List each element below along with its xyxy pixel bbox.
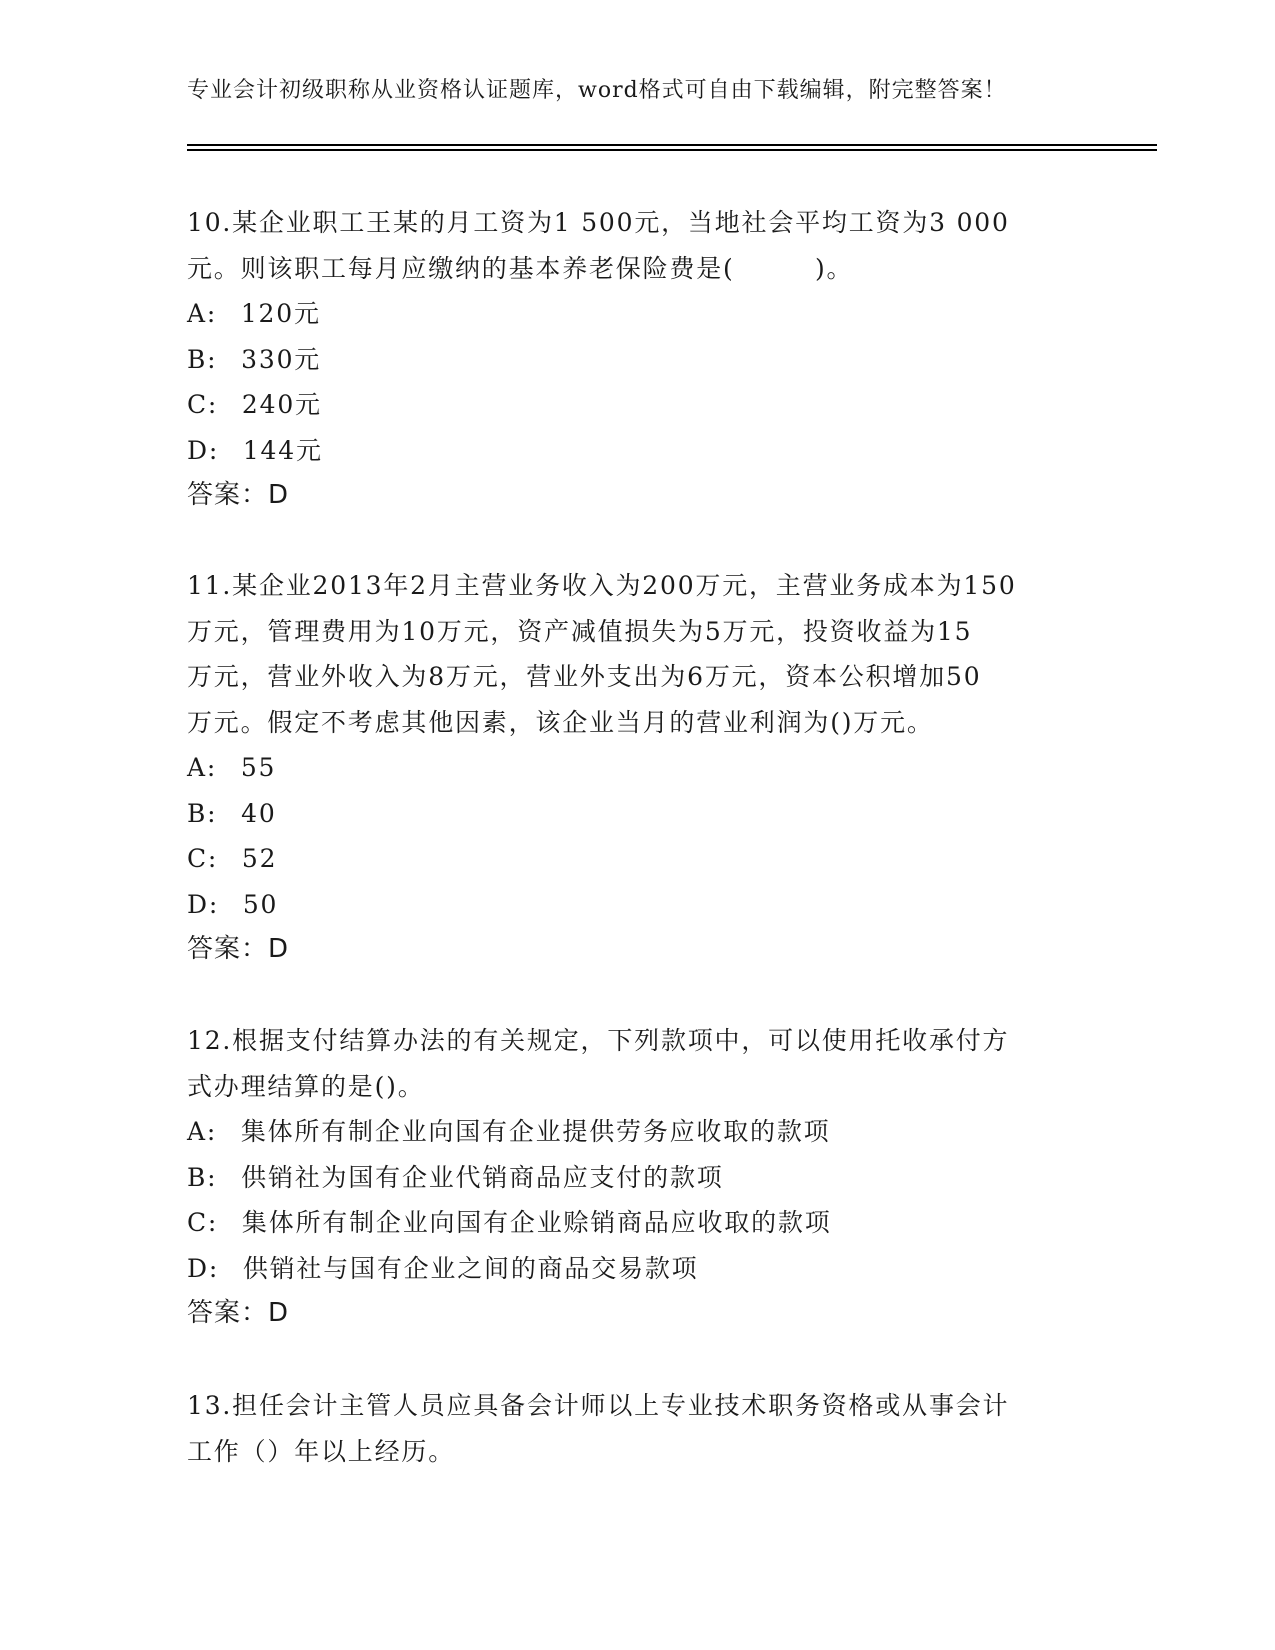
option-a <box>187 745 1087 791</box>
option-label: B: <box>187 798 218 828</box>
option-b <box>187 1155 1087 1201</box>
option-a <box>187 291 1087 337</box>
option-label: B: <box>187 1162 218 1192</box>
option-c <box>187 382 1087 428</box>
option-a <box>187 1109 1087 1155</box>
option-d <box>187 882 1087 928</box>
option-label: C: <box>187 390 219 419</box>
option-text: 55 <box>240 753 277 782</box>
stem-line: 万元，管理费用为10万元，资产减值损失为5万元，投资收益为15 <box>187 616 973 646</box>
option-c <box>187 836 1087 882</box>
stem-line: 12.根据支付结算办法的有关规定，下列款项中，可以使用托收承付方 <box>187 1026 1010 1055</box>
option-c <box>187 1200 1087 1246</box>
option-text: 供销社为国有企业代销商品应支付的款项 <box>241 1162 724 1192</box>
stem-line: 11.某企业2013年2月主营业务收入为200万元，主营业务成本为150 <box>187 571 1017 600</box>
question-stem <box>187 1383 1087 1474</box>
stem-line: 式办理结算的是()。 <box>187 1071 425 1101</box>
stem-line: 工作（）年以上经历。 <box>187 1436 456 1466</box>
stem-line: 13.担任会计主管人员应具备会计师以上专业技术职务资格或从事会计 <box>187 1391 1010 1420</box>
question-10 <box>187 200 1087 519</box>
question-stem <box>187 563 1087 745</box>
option-label: B: <box>187 344 218 374</box>
option-label: A: <box>187 1117 218 1146</box>
option-b <box>187 791 1087 837</box>
question-12 <box>187 1018 1087 1337</box>
question-stem <box>187 1018 1087 1109</box>
option-text: 144元 <box>242 435 323 465</box>
option-d <box>187 1246 1087 1292</box>
stem-line: 万元，营业外收入为8万元，营业外支出为6万元，资本公积增加50 <box>187 662 982 691</box>
option-label: A: <box>187 753 218 782</box>
option-text: 集体所有制企业向国有企业提供劳务应收取的款项 <box>240 1117 831 1146</box>
option-label: C: <box>187 1208 219 1237</box>
question-11 <box>187 563 1087 973</box>
option-text: 330元 <box>241 344 322 374</box>
stem-line: 10.某企业职工王某的月工资为1 500元，当地社会平均工资为3 000 <box>187 208 1010 237</box>
option-b <box>187 337 1087 383</box>
header-rule-top <box>187 144 1157 146</box>
option-text: 50 <box>242 889 279 919</box>
answer: 答案：D <box>187 1298 290 1328</box>
option-text: 40 <box>241 798 277 828</box>
option-text: 集体所有制企业向国有企业赊销商品应收取的款项 <box>241 1208 832 1237</box>
option-label: C: <box>187 844 219 873</box>
header-rule-bottom <box>187 149 1157 151</box>
question-13 <box>187 1383 1087 1474</box>
option-label: D: <box>187 435 220 465</box>
option-text: 120元 <box>240 299 321 328</box>
option-label: D: <box>187 889 220 919</box>
answer: 答案：D <box>187 934 290 964</box>
option-d <box>187 428 1087 474</box>
page-header: 专业会计初级职称从业资格认证题库，word格式可自由下载编辑，附完整答案！ <box>187 78 1007 103</box>
answer: 答案：D <box>187 480 290 510</box>
option-text: 52 <box>241 844 278 873</box>
option-label: D: <box>187 1253 220 1283</box>
question-stem <box>187 200 1087 291</box>
option-text: 供销社与国有企业之间的商品交易款项 <box>242 1253 699 1283</box>
stem-line: 万元。假定不考虑其他因素，该企业当月的营业利润为()万元。 <box>187 707 934 737</box>
option-label: A: <box>187 299 218 328</box>
option-text: 240元 <box>241 390 322 419</box>
stem-line: 元。则该职工每月应缴纳的基本养老保险费是( )。 <box>187 253 854 283</box>
